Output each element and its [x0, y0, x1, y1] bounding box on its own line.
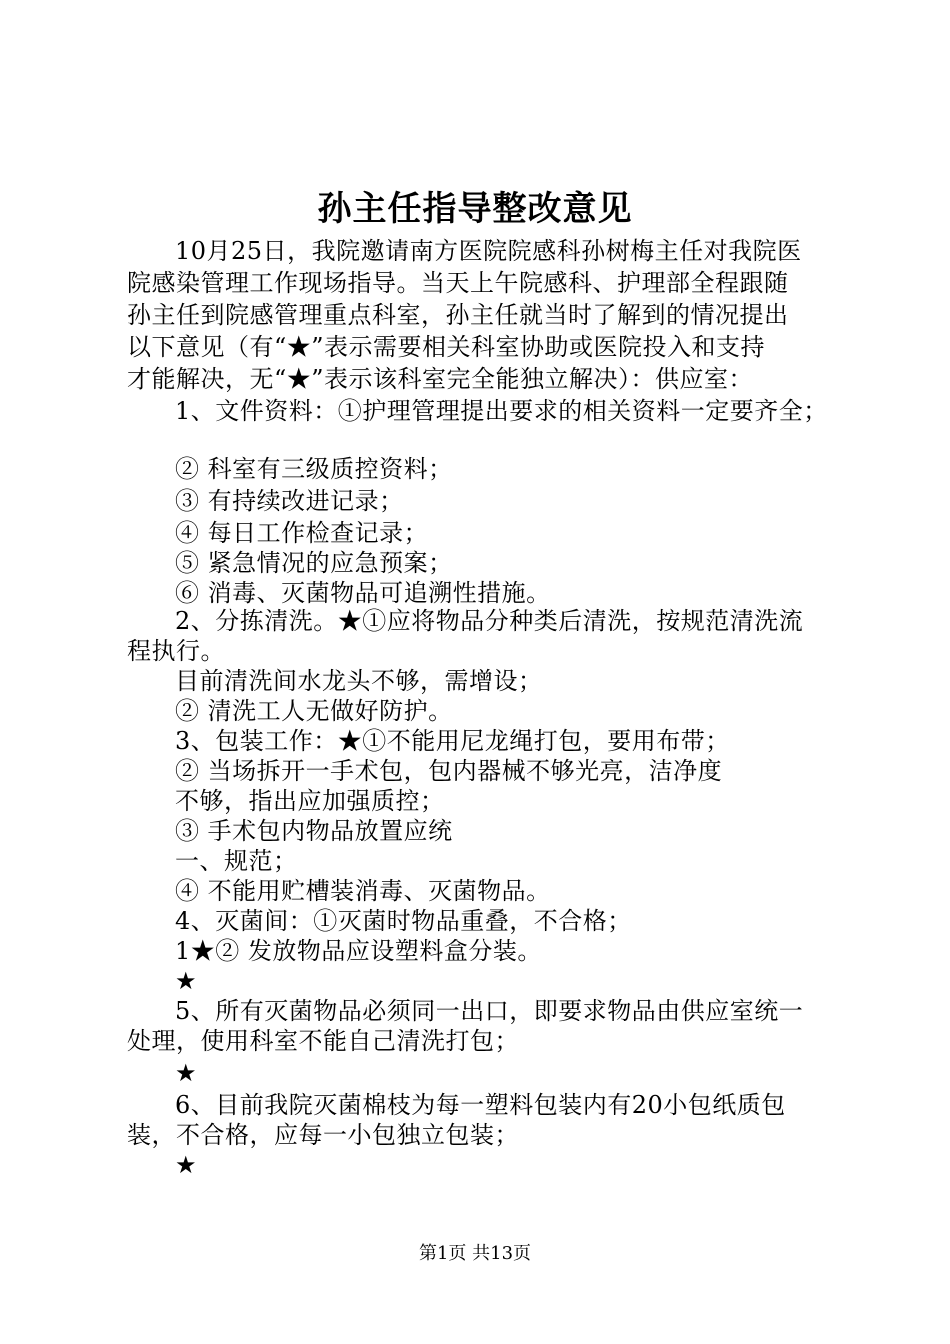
- list-item: ⑤ 紧急情况的应急预案；: [175, 549, 453, 577]
- list-item: ③ 有持续改进记录；: [175, 487, 404, 515]
- list-item: ② 清洗工人无做好防护。: [175, 697, 453, 725]
- paragraph-line: 1、文件资料：①护理管理提出要求的相关资料一定要齐全；: [175, 397, 828, 425]
- star-marker: ★: [175, 1059, 198, 1087]
- star-marker: ★: [175, 967, 198, 995]
- list-item: ② 当场拆开一手术包，包内器械不够光亮，洁净度: [175, 757, 723, 785]
- list-item: 不够，指出应加强质控；: [175, 787, 445, 815]
- paragraph-line: 目前清洗间水龙头不够，需增设；: [175, 667, 543, 695]
- paragraph-line: 10月25日，我院邀请南方医院院感科孙树梅主任对我院医: [175, 237, 802, 265]
- list-item: ④ 不能用贮槽装消毒、灭菌物品。: [175, 877, 551, 905]
- paragraph-line: 6、目前我院灭菌棉枝为每一塑料包装内有20小包纸质包: [175, 1091, 786, 1119]
- list-item: ② 科室有三级质控资料；: [175, 455, 453, 483]
- list-item: 一、规范；: [175, 847, 298, 875]
- star-marker: ★: [175, 1151, 198, 1179]
- paragraph-line: 3、包装工作：★①不能用尼龙绳打包，要用布带；: [175, 727, 730, 755]
- paragraph-line: 才能解决，无“★”表示该科室完全能独立解决）：供应室：: [127, 365, 754, 393]
- paragraph-line: 处理，使用科室不能自己清洗打包；: [127, 1027, 519, 1055]
- paragraph-line: 程执行。: [127, 637, 225, 665]
- paragraph-line: 4、灭菌间：①灭菌时物品重叠，不合格；: [175, 907, 632, 935]
- page-number: 第1页 共13页: [418, 1243, 532, 1264]
- paragraph-line: 孙主任到院感管理重点科室，孙主任就当时了解到的情况提出: [127, 301, 789, 329]
- paragraph-line: 以下意见（有“★”表示需要相关科室协助或医院投入和支持: [127, 333, 766, 361]
- paragraph-line: 2、分拣清洗。★①应将物品分种类后清洗，按规范清洗流: [175, 607, 804, 635]
- list-item: ③ 手术包内物品放置应统: [175, 817, 453, 845]
- list-item: ⑥ 消毒、灭菌物品可追溯性措施。: [175, 579, 551, 607]
- paragraph-line: 院感染管理工作现场指导。当天上午院感科、护理部全程跟随: [127, 269, 789, 297]
- paragraph-line: 5、所有灭菌物品必须同一出口，即要求物品由供应室统一: [175, 997, 804, 1025]
- paragraph-line: 装，不合格，应每一小包独立包装；: [127, 1121, 519, 1149]
- list-item: 1★② 发放物品应设塑料盒分装。: [175, 937, 542, 965]
- list-item: ④ 每日工作检查记录；: [175, 519, 429, 547]
- document-title: 孙主任指导整改意见: [317, 189, 633, 229]
